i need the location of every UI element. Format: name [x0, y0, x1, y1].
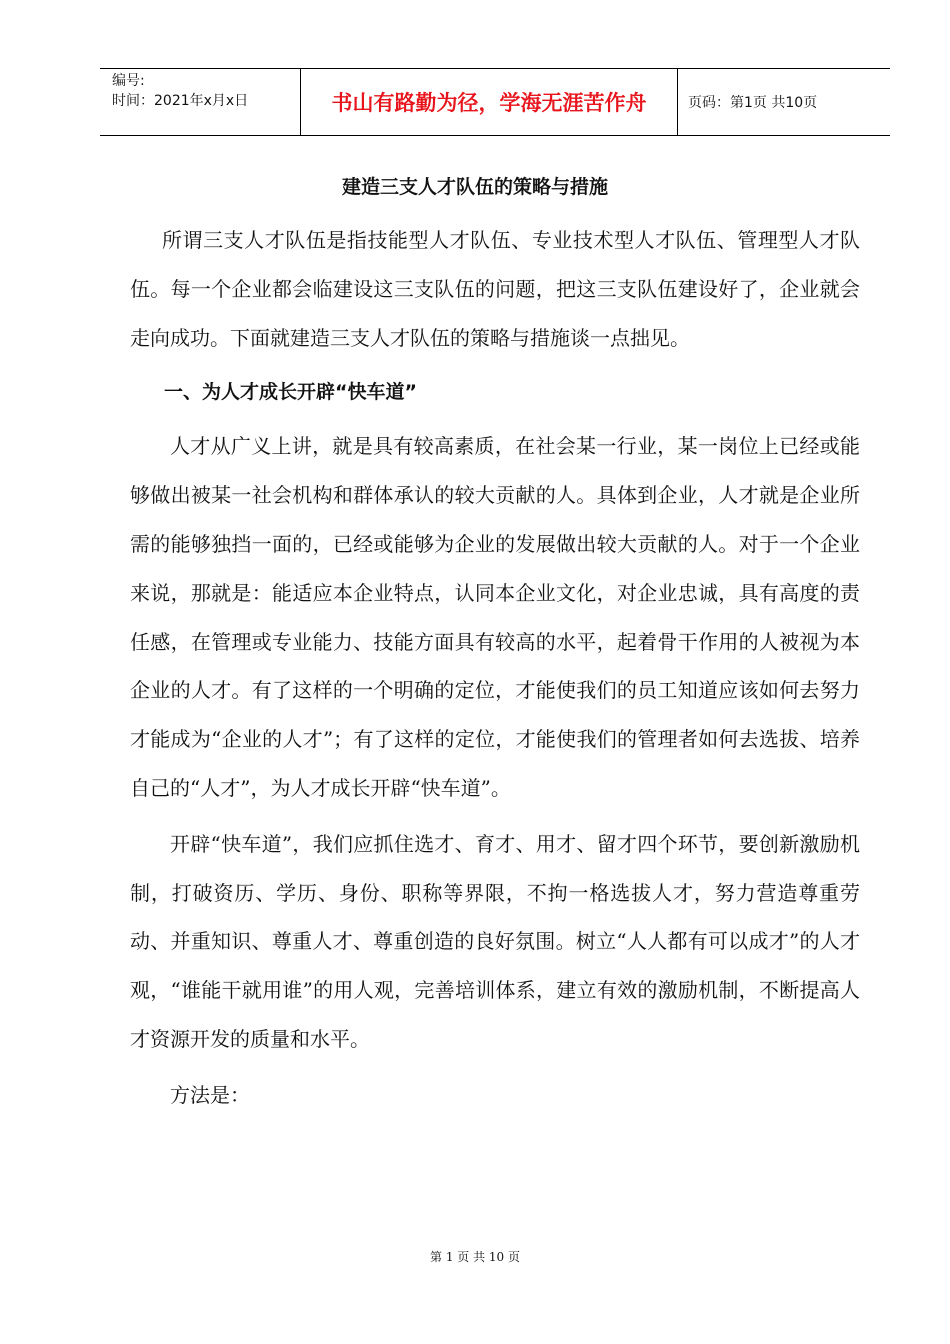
section-heading: 一、为人才成长开辟“快车道”	[164, 381, 417, 404]
number-label: 编号:	[112, 73, 145, 89]
paragraph: 人才从广义上讲，就是具有较高素质，在社会某一行业，某一岗位上已经或能够做出被某一社会机构和群体承认的较大贡献的人。具体到企业，人才就是企业所需的能够独挡一面的，已经或能够为企业的发展做出较大贡献的人。对于一个企业来说，那就是：能适应本企业特点，认同本企业文化，对企业忠诚，具有高度的责任感，在管理或专业能力、技能方面具有较高的水平，起着骨干作用的人被视为本企业的人才。有了这样的一个明确的定位，才能使我们的员工知道应该如何去努力才能成为“企业的人才”；有了这样的定位，才能使我们的管理者如何去选拔、培养自己的“人才”，为人才成长开辟“快车道”。	[130, 434, 860, 800]
header-meta	[100, 69, 300, 135]
paragraph: 方法是：	[170, 1082, 250, 1107]
document-body	[130, 216, 860, 1120]
paragraph-intro: 所谓三支人才队伍是指技能型人才队伍、专业技术型人才队伍、管理型人才队伍。每一个企业都会临建设这三支队伍的问题，把这三支队伍建设好了，企业就会走向成功。下面就建造三支人才队伍的策略与措施谈一点拙见。	[130, 228, 860, 350]
header-motto: 书山有路勤为径，学海无涯苦作舟	[300, 69, 678, 135]
paragraph: 开辟“快车道”，我们应抓住选才、育才、用才、留才四个环节，要创新激励机制，打破资历、学历、身份、职称等界限，不拘一格选拔人才，努力营造尊重劳动、并重知识、尊重人才、尊重创造的良好氛围。树立“人人都有可以成才”的人才观，“谁能干就用谁”的用人观，完善培训体系，建立有效的激励机制，不断提高人才资源开发的质量和水平。	[130, 831, 860, 1051]
time-label: 时间：2021年x月x日	[112, 93, 249, 109]
document-title: 建造三支人才队伍的策略与措施	[341, 176, 608, 198]
page-footer: 第 1 页 共 10 页	[430, 1250, 520, 1264]
page-header	[100, 68, 890, 136]
header-page-info: 页码：第1页 共10页	[688, 95, 818, 111]
